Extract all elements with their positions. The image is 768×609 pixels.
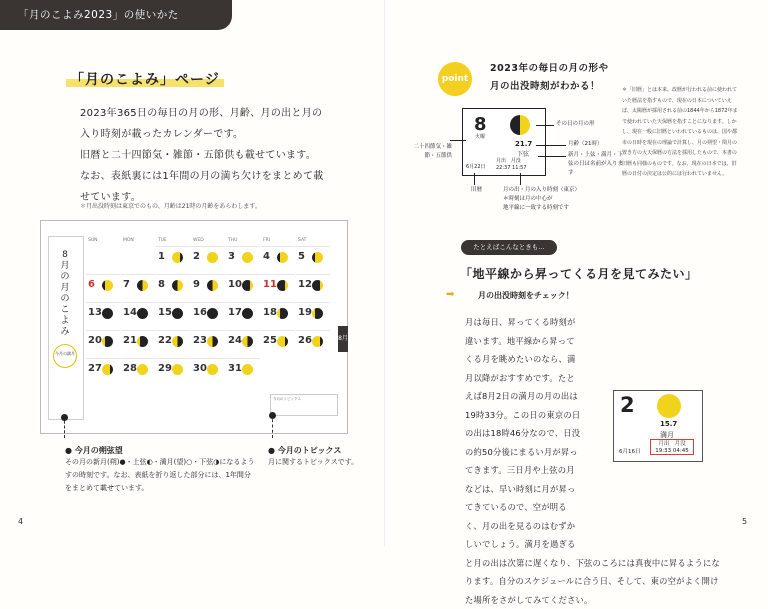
moon-phase-icon [312, 308, 323, 319]
arrow-label: 月の出没時刻をチェック！ [478, 291, 574, 300]
moon-phase-icon [312, 280, 323, 291]
calendar-day-cell [226, 246, 260, 277]
moon-phase-icon [242, 280, 253, 291]
calendar-day-cell [191, 358, 225, 389]
moon-phase-icon [242, 364, 253, 375]
diagram-phase: 下弦 [517, 151, 530, 158]
example-lunar-date: 6月16日 [619, 449, 641, 455]
calendar-day-number: 29 [158, 363, 172, 374]
ann-line-times [520, 173, 521, 185]
calendar-day-cell [121, 274, 155, 305]
moon-phase-icon [207, 364, 218, 375]
callout2-text: 月に関するトピックスです。 [268, 458, 359, 466]
kyureki-side-note: ＊「旧暦」とは本来、改暦が行われる前に使われていた暦法を指すもので、現在の日本についていえば、太陽暦が採用される前の1844年から1872年まで使われていた天保暦を指すことになります。しかし、現在一般に旧暦といわれているものは、国や都市の日時を現在の理論で計算し、月の朔望・閏月の置き方の大天保暦の方法を採用したもので、本書の旧暦も同様のものです。なお、現在の日本では、旧暦の日付の決定は公的には行われていません。 [622, 87, 738, 177]
ann-line-sekki [450, 140, 466, 141]
moon-phase-icon [277, 336, 288, 347]
calendar-day-number: 26 [298, 335, 312, 346]
calendar-day-number: 14 [123, 307, 137, 318]
ann-moon-shape: その日の月の形 [556, 121, 595, 127]
calendar-day-cell [156, 330, 190, 361]
full-moon-badge: 今月の満月 [53, 344, 77, 368]
ann-times: 月の出・月の入り時刻（東京） [503, 187, 581, 193]
calendar-day-cell [226, 358, 260, 389]
moon-phase-icon [137, 336, 148, 347]
moon-phase-icon [277, 308, 288, 319]
callout1-label: ● 今月の朔弦望 [65, 446, 123, 455]
diagram-age: 21.7 [515, 140, 533, 148]
moon-phase-icon [242, 336, 253, 347]
moon-phase-icon [102, 280, 113, 291]
point-text [490, 60, 608, 96]
calendar-day-number: 24 [228, 335, 242, 346]
moon-phase-icon [207, 308, 218, 319]
header-tab: 「月のこよみ2023」の使いかた [0, 0, 232, 30]
example-times: 月出 月没 19:33 04:45 [650, 439, 694, 455]
calendar-day-number: 10 [228, 279, 242, 290]
example-body-text: 月は毎日、昇ってくる時刻が違います。地平線から昇ってくる月を眺めたいのなら、満月以降がおすすめです。たとえば8月2日の満月の月の出は19時33分。この日の東京の日の出は18時46分なので、日没の約50分後にまるい月が昇ってきます。三日月や上弦の月などは、早い時刻に月が昇ってきているので、空が明るく、月の出を見るのはむずかしいでしょう。満月を過ぎると月の出は次第に遅くなり、下弦のころには真夜中に昇るようになります。自分のスケジュールに合う日、そして、東の空がよく開けた場所をさがしてみてください。 [465, 317, 720, 605]
moon-phase-icon [207, 280, 218, 291]
day-of-week-label: SUN [88, 238, 98, 243]
callout2 [268, 445, 368, 469]
moon-phase-icon [172, 336, 183, 347]
moon-phase-icon [137, 308, 148, 319]
moon-phase-icon [102, 308, 113, 319]
calendar-day-number: 16 [193, 307, 207, 318]
day-of-week-label: WED [193, 238, 204, 243]
moon-phase-icon [312, 336, 323, 347]
callout1-text: その月の新月(朔)●・上弦◐・満月(望)○・下弦◑になるようすの時刻です。なお、表紙を折り返した部分には、1年間分をまとめて載せています。 [65, 458, 255, 492]
ann-sekki: 二十四節気・雑節・五節供 [413, 144, 452, 159]
calendar-day-cell [191, 330, 225, 361]
example-tag: たとえばこんなときも… [461, 240, 557, 255]
calendar-day-cell [121, 358, 155, 389]
calendar-day-cell [296, 274, 330, 305]
moon-phase-icon [242, 308, 253, 319]
moon-phase-icon [172, 280, 183, 291]
intro-note: ＊月出没時刻は東京でのもの、月齢は21時の月齢をあらわします。 [80, 203, 261, 210]
calendar-day-cell [261, 302, 295, 333]
example-day: 2 [620, 393, 635, 417]
calendar-day-cell [296, 246, 330, 277]
calendar-day-number: 7 [123, 279, 130, 290]
day-of-week-label: MON [123, 238, 134, 243]
ann-times-note2: 地平線に一致する時刻です [503, 205, 570, 211]
ann-times-note1: ＊時刻は月の中心が [503, 196, 553, 202]
calendar-day-number: 31 [228, 363, 242, 374]
calendar-day-number: 5 [298, 251, 305, 262]
ann-phase: 新月・上弦・満月・下弦の日は名前が入ります [568, 152, 624, 176]
calendar-day-number: 19 [298, 307, 312, 318]
ann-line-phase [538, 156, 566, 157]
callout1 [65, 445, 255, 495]
calendar-day-number: 2 [193, 251, 200, 262]
calendar-day-cell [86, 330, 120, 361]
calendar-day-number: 28 [123, 363, 137, 374]
calendar-day-number: 4 [263, 251, 270, 262]
calendar-day-number: 3 [228, 251, 235, 262]
calendar-day-cell [191, 274, 225, 305]
callout2-label: ● 今月のトピックス [268, 446, 342, 455]
calendar-day-cell [261, 274, 295, 305]
callout1-dot [61, 414, 68, 421]
calendar-day-cell [261, 246, 295, 277]
calendar-day-cell [296, 330, 330, 361]
moon-phase-icon [172, 308, 183, 319]
calendar-day-number: 15 [158, 307, 172, 318]
calendar-day-number: 13 [88, 307, 102, 318]
calendar-day-number: 11 [263, 279, 277, 290]
moon-phase-icon [172, 252, 183, 263]
calendar-day-cell [86, 302, 120, 333]
example-phase: 満月 [660, 431, 674, 439]
moon-phase-icon [277, 280, 288, 291]
moon-phase-icon [102, 364, 113, 375]
calendar-day-cell [156, 302, 190, 333]
ann-kyureki: 旧暦 [471, 187, 483, 193]
full-moon-icon [657, 394, 681, 418]
calendar-day-number: 30 [193, 363, 207, 374]
calendar-day-cell [156, 274, 190, 305]
day-of-week-label: TUE [158, 238, 167, 243]
intro-text: 2023年365日の毎日の月の形、月齢、月の出と月の入り時刻が載ったカレンダーです。 旧暦と二十四節気・雑節・五節供も載せています。 なお、表紙裏には1年間の月の満ち欠けをまとめて載せています。 [80, 108, 324, 203]
point-badge: point [438, 62, 472, 96]
calendar-day-cell [191, 246, 225, 277]
calendar-day-cell [191, 302, 225, 333]
calendar-day-cell [226, 274, 260, 305]
example-title: 「地平線から昇ってくる月を見てみたい」 [460, 267, 698, 281]
calendar-day-cell [261, 330, 295, 361]
moon-phase-icon [172, 364, 183, 375]
section-title [70, 69, 220, 89]
callout2-dot [269, 412, 276, 419]
moon-phase-icon [207, 252, 218, 263]
point-text-line1: 2023年の毎日の月の形や [490, 63, 609, 74]
calendar-day-number: 20 [88, 335, 102, 346]
day-of-week-label: THU [228, 238, 238, 243]
page-number-right: 5 [742, 517, 748, 526]
moon-phase-icon [277, 252, 288, 263]
page-number-left: 4 [18, 517, 24, 526]
day-of-week-label: SAT [298, 238, 307, 243]
example-age: 15.7 [660, 420, 678, 428]
moon-phase-icon [137, 280, 148, 291]
calendar-day-cell [86, 358, 120, 389]
calendar-day-number: 27 [88, 363, 102, 374]
calendar-day-cell [121, 330, 155, 361]
calendar-day-number: 9 [193, 279, 200, 290]
moon-phase-icon [312, 252, 323, 263]
moon-phase-icon [207, 336, 218, 347]
calendar-day-number: 1 [158, 251, 165, 262]
calendar-day-number: 17 [228, 307, 242, 318]
calendar-day-number: 22 [158, 335, 172, 346]
page-gutter [384, 0, 385, 546]
calendar-day-number: 23 [193, 335, 207, 346]
day-of-week-label: FRI [263, 238, 271, 243]
calendar-day-cell [86, 274, 120, 305]
calendar-day-cell [156, 246, 190, 277]
moon-phase-icon [137, 364, 148, 375]
moon-phase-icon [242, 252, 253, 263]
section-title-text: 「月のこよみ」ページ [70, 72, 220, 88]
calendar-day-number: 6 [88, 279, 95, 290]
diagram-weekday: 火曜 [475, 134, 486, 140]
calendar-grid [86, 238, 336, 396]
month-tab: 8月 [338, 326, 348, 352]
ann-line-age [536, 145, 566, 146]
calendar-day-number: 8 [158, 279, 165, 290]
calendar-day-number: 18 [263, 307, 277, 318]
arrow-right-icon: ➡ [446, 289, 455, 300]
calendar-day-cell [296, 302, 330, 333]
calendar-side-title: 8月の月のこよみ [60, 250, 70, 337]
ann-age: 月齢（21時） [568, 141, 603, 147]
calendar-day-cell [226, 302, 260, 333]
calendar-day-cell [121, 302, 155, 333]
half-moon-icon [510, 115, 530, 135]
calendar-day-number: 21 [123, 335, 137, 346]
point-text-line2: 月の出没時刻がわかる！ [490, 81, 601, 92]
moon-phase-icon [102, 336, 113, 347]
diagram-lunar-date: 6月22日 [466, 164, 486, 170]
calendar-day-number: 12 [298, 279, 312, 290]
calendar-day-cell [226, 330, 260, 361]
topics-box: 今月のトピックス [270, 394, 338, 416]
ann-line-moon [536, 125, 554, 126]
calendar-day-cell [156, 358, 190, 389]
ann-line-kyureki [474, 173, 475, 185]
calendar-day-number: 25 [263, 335, 277, 346]
diagram-times: 月出 月没 22:37 11:57 [496, 158, 527, 171]
diagram-day: 8 [474, 114, 487, 135]
